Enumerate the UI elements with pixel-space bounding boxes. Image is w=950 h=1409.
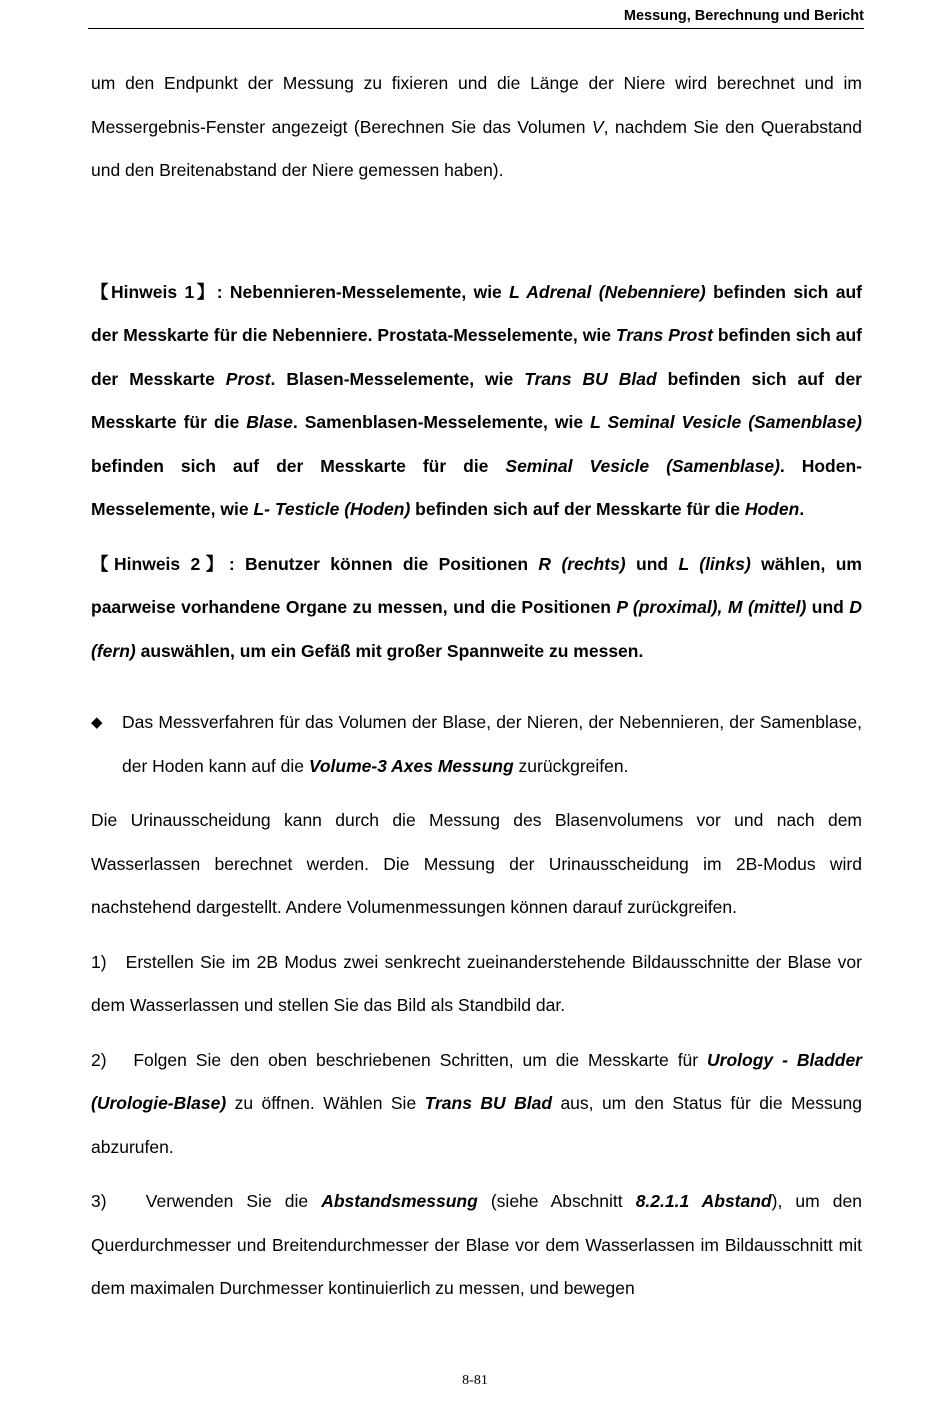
- text: befinden sich auf der Messkarte: [91, 325, 862, 389]
- paragraph-intro: [91, 62, 862, 193]
- text: auswählen, um ein Gefäß mit großer Spannweite zu messen.: [135, 640, 644, 661]
- text: (siehe Abschnitt: [477, 1191, 636, 1211]
- text: Das Messverfahren für das Volumen der Blase, der Nieren, der Nebennieren, der Samenblase, der Hoden kann auf die: [122, 712, 862, 776]
- text-bold-italic: 8.2.1.1 Abstand: [635, 1191, 772, 1211]
- text: ), um den Querdurchmesser und Breitendurchmesser der Blase vor dem Wasserlassen im Bildausschnitt mit dem maximalen Durchmesser kontinuierlich zu messen, und bewegen: [91, 1191, 862, 1298]
- text-italic: Blase: [246, 412, 293, 432]
- bullet-text: [122, 701, 862, 788]
- step-number: 3): [91, 1191, 107, 1211]
- text-italic: P (proximal), M (mittel): [616, 597, 807, 617]
- step-number: 2): [91, 1049, 107, 1070]
- diamond-bullet-icon: ◆: [91, 714, 103, 731]
- text-italic: L Seminal Vesicle (Samenblase): [590, 412, 863, 432]
- paragraph-urine: Die Urinausscheidung kann durch die Messung des Blasenvolumens vor und nach dem Wasserlassen berechnet werden. Die Messung der Urinausscheidung im 2B-Modus wird nachstehend dargestellt. Andere Volumenmessungen können darauf zurückgreifen.: [91, 810, 862, 917]
- text: Verwenden Sie die: [145, 1191, 322, 1211]
- header-divider: [88, 28, 864, 29]
- note-1: [91, 271, 862, 532]
- text-italic: L Adrenal (Nebenniere): [509, 281, 706, 302]
- page-body: [91, 62, 862, 1311]
- text: . Samenblasen-Messelemente, wie: [292, 412, 591, 432]
- text-italic: L (links): [678, 553, 751, 574]
- text: um den Endpunkt der Messung zu fixieren und die Länge der Niere wird berechnet und im Messergebnis-Fenster angezeigt (Berechnen Sie das Volumen: [91, 73, 862, 137]
- text-italic: Hoden: [744, 499, 800, 519]
- text: aus, um den Status für die Messung abzurufen.: [91, 1093, 862, 1157]
- step-1: [91, 941, 862, 1028]
- text-italic: L- Testicle (Hoden): [253, 499, 411, 519]
- step-3: [91, 1180, 862, 1311]
- note-2: [91, 543, 862, 674]
- step-2: [91, 1039, 862, 1170]
- text-bold-italic: Trans BU Blad: [424, 1093, 553, 1113]
- text-bold-italic: Urology - Bladder (Urologie-Blase): [91, 1049, 862, 1113]
- text: .: [799, 499, 805, 519]
- text-bold-italic: Abstandsmessung: [321, 1191, 478, 1211]
- text: Erstellen Sie im 2B Modus zwei senkrecht zueinanderstehende Bildausschnitte der Blase vor dem Wasserlassen und stellen Sie das Bild als Standbild dar.: [91, 951, 862, 1015]
- text-italic: Prost: [225, 368, 271, 389]
- text: wählen, um paarweise vorhandene Organe zu messen, und die Positionen: [91, 553, 862, 617]
- text: befinden sich auf der Messkarte für die Nebenniere. Prostata-Messelemente, wie: [91, 281, 862, 345]
- page-header: Messung, Berechnung und Bericht: [623, 8, 864, 24]
- text-bold-italic: Volume-3 Axes Messung: [308, 755, 514, 776]
- text: und: [806, 597, 850, 617]
- text: befinden sich auf der Messkarte für die: [91, 368, 862, 432]
- text-italic: D (fern): [91, 597, 862, 661]
- text: zurückgreifen.: [513, 755, 629, 776]
- text: Folgen Sie den oben beschriebenen Schritten, um die Messkarte für: [133, 1049, 708, 1070]
- text: befinden sich auf der Messkarte für die: [91, 455, 506, 476]
- text: befinden sich auf der Messkarte für die: [410, 499, 745, 519]
- note-label: 【Hinweis 2】: Benutzer können die Positionen: [91, 553, 539, 574]
- bullet-item: [91, 701, 862, 788]
- text-italic: V: [591, 116, 604, 137]
- text-italic: Trans BU Blad: [524, 368, 657, 389]
- note-label: 【Hinweis 1】: Nebennieren-Messelemente, wie: [91, 281, 510, 302]
- text: . Blasen-Messelemente, wie: [270, 368, 525, 389]
- text-italic: Seminal Vesicle (Samenblase): [505, 455, 780, 476]
- text: . Hoden-Messelemente, wie: [91, 455, 862, 519]
- text: zu öffnen. Wählen Sie: [226, 1093, 425, 1113]
- text-italic: R (rechts): [538, 553, 626, 574]
- text-italic: Trans Prost: [615, 325, 713, 345]
- text: , nachdem Sie den Querabstand und den Breitenabstand der Niere gemessen haben).: [91, 116, 862, 180]
- page-number: 8-81: [462, 1373, 488, 1388]
- text: und: [625, 553, 679, 574]
- step-number: 1): [91, 951, 107, 972]
